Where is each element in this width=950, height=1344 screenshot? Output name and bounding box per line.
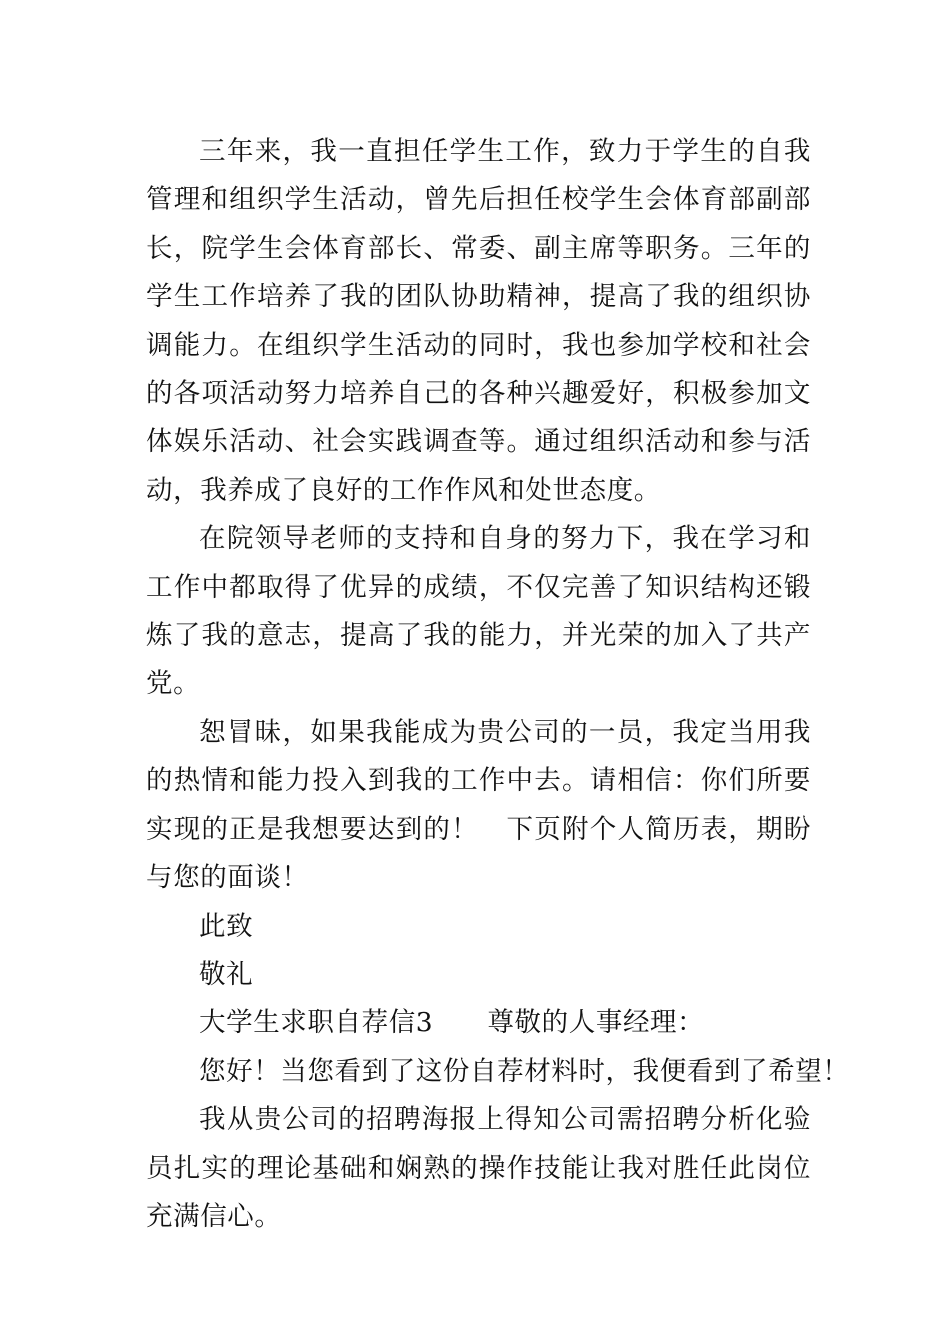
closing-regards: 敬礼 [199, 958, 254, 990]
letter-heading-line: 大学生求职自荐信3 尊敬的人事经理： [199, 1007, 705, 1039]
paragraph-request: 恕冒昧，如果我能成为贵公司的一员，我定当用我的热情和能力投入到我的工作中去。请相信：你们所要实现的正是我想要达到的！ 下页附个人简历表，期盼与您的面谈！ [146, 716, 811, 894]
paragraph-position: 我从贵公司的招聘海报上得知公司需招聘分析化验员扎实的理论基础和娴熟的操作技能让我对胜任此岗位充满信心。 [146, 1104, 811, 1232]
letter-body [146, 128, 850, 1241]
closing-salutation: 此致 [199, 910, 254, 942]
paragraph-achievements: 在院领导老师的支持和自身的努力下，我在学习和工作中都取得了优异的成绩，不仅完善了知识结构还锻炼了我的意志，提高了我的能力，并光荣的加入了共产党。 [146, 523, 811, 700]
letter-greeting: 您好！当您看到了这份自荐材料时，我便看到了希望！ [199, 1055, 850, 1087]
paragraph-student-work: 三年来，我一直担任学生工作，致力于学生的自我管理和组织学生活动，曾先后担任校学生会体育部副部长，院学生会体育部长、常委、副主席等职务。三年的学生工作培养了我的团队协助精神，提高了我的组织协调能力。在组织学生活动的同时，我也参加学校和社会的各项活动努力培养自己的各种兴趣爱好，积极参加文体娱乐活动、社会实践调查等。通过组织活动和参与活动，我养成了良好的工作作风和处世态度。 [146, 136, 811, 506]
